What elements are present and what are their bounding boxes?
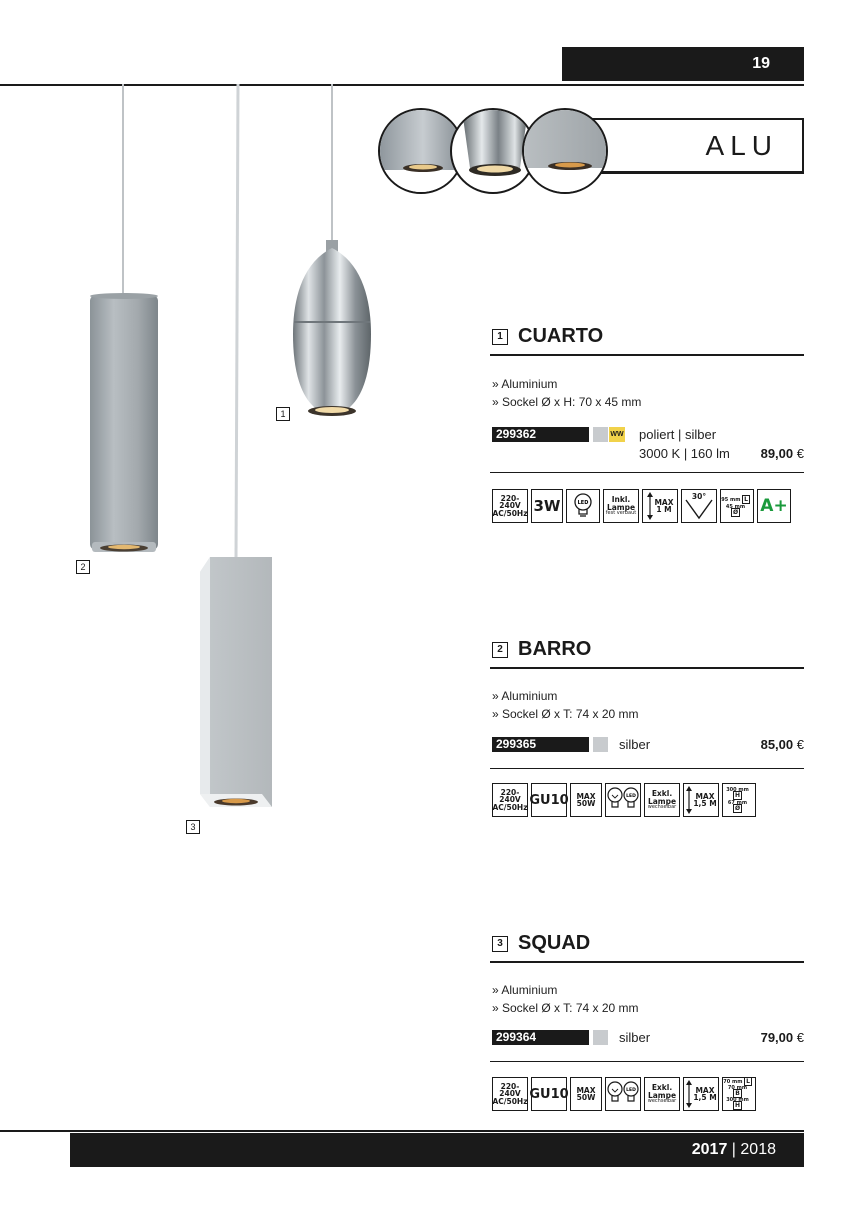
product-rule [490,667,804,669]
image-label-1: 1 [276,407,290,421]
color-swatch-silver [593,1030,608,1045]
detail-circle-squad [522,108,608,194]
variant-finish: poliert | silber [639,427,717,442]
svg-text:LED: LED [626,794,636,799]
currency: € [796,737,804,752]
barro-cylinder [90,295,158,550]
product-title-barro [492,638,591,661]
product-photos [0,84,470,844]
cable-length-icon: MAX 1,5 M [683,783,719,817]
footer-bar [70,1133,804,1167]
feature-line: » Aluminium [492,689,558,703]
product-name: SQUAD [518,932,591,954]
page-number: 19 [752,55,770,72]
svg-text:LED: LED [626,1088,636,1093]
divider [490,472,804,473]
product-name: CUARTO [518,325,604,347]
max-watt-icon: MAX 50W [570,1077,602,1111]
product-title-squad [492,932,590,955]
feature-line: » Aluminium [492,377,558,391]
cable-length-icon: MAX 1,5 M [683,1077,719,1111]
beam-angle-icon: 30° [681,489,717,523]
footer-year-2: 2018 [740,1141,776,1158]
feature-line: » Sockel Ø x H: 70 x 45 mm [492,395,642,409]
image-label-3: 3 [186,820,200,834]
page-number-bar [562,47,804,81]
product-rule [490,961,804,963]
led-bulb-icon [566,489,600,523]
cuarto-shade [293,248,371,416]
currency: € [796,1030,804,1045]
squad-body-front [210,557,272,807]
article-number: 299364 [492,1030,589,1045]
energy-label-icon: A+ [757,489,791,523]
wattage-icon: 3W [531,489,563,523]
product-number: 1 [492,329,508,345]
socket-icon: GU10 [531,783,567,817]
price [700,1030,804,1045]
price-value: 79,00 [760,1030,794,1045]
dimensions-icon: 300 mm H 67 mm Ø [722,783,756,817]
price [700,446,804,461]
spec-icons-squad [492,1077,756,1111]
color-swatch-silver [593,427,608,442]
max-watt-icon: MAX 50W [570,783,602,817]
socket-icon: GU10 [531,1077,567,1111]
price-value: 85,00 [760,737,794,752]
bulb-types-icon [605,1077,641,1111]
lamp-excluded-icon: Exkl. Lampe wechselbar [644,783,680,817]
feature-line: » Aluminium [492,983,558,997]
lamp-included-icon: Inkl. Lampe fest verbaut [603,489,639,523]
voltage-icon: 220-240V AC/50Hz [492,489,528,523]
variant-finish: silber [619,737,651,752]
warm-white-badge: WW [609,427,625,442]
voltage-icon: 220-240V AC/50Hz [492,1077,528,1111]
footer-year: 2017 [691,1141,728,1158]
collection-title: ALU [705,129,778,161]
dimensions-icon: 70 mm L 70 mm B 300 mm H [722,1077,756,1111]
divider [490,768,804,769]
color-swatch-silver [593,737,608,752]
article-number: 299362 [492,427,589,442]
product-name: BARRO [518,638,592,660]
cable-length-icon: MAX 1 M [642,489,678,523]
variant-light: 3000 K | 160 lm [639,446,730,461]
voltage-icon: 220-240V AC/50Hz [492,783,528,817]
feature-line: » Sockel Ø x T: 74 x 20 mm [492,1001,639,1015]
price-value: 89,00 [760,446,794,461]
product-rule [490,354,804,356]
bulb-types-icon [605,783,641,817]
product-number: 2 [492,642,508,658]
spec-icons-barro [492,783,756,817]
currency: € [796,446,804,461]
bottom-rule [0,1130,804,1132]
footer-separator: | [731,1141,736,1158]
product-number: 3 [492,936,508,952]
product-title-cuarto [492,325,603,348]
dimensions-icon: 95 mm L 45 mm Ø [720,489,754,523]
image-label-2: 2 [76,560,90,574]
svg-text:LED: LED [577,500,589,506]
lamp-excluded-icon: Exkl. Lampe wechselbar [644,1077,680,1111]
divider [490,1061,804,1062]
variant-finish: silber [619,1030,651,1045]
price [700,737,804,752]
feature-line: » Sockel Ø x T: 74 x 20 mm [492,707,639,721]
spec-icons-cuarto [492,489,791,523]
article-number: 299365 [492,737,589,752]
